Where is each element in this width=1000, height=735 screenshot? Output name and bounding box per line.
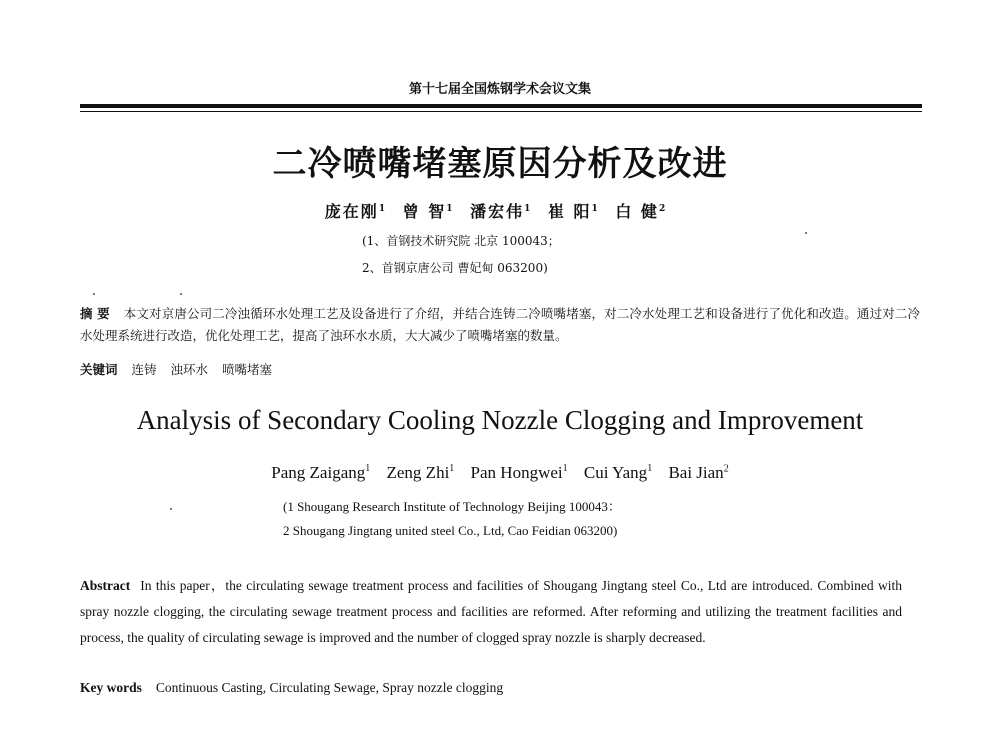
author-sup: 1 bbox=[365, 463, 371, 475]
english-affiliation-2: 2 Shougang Jingtang united steel Co., Ltd, Cao Feidian 063200) bbox=[283, 523, 618, 538]
keyword: 喷嘴堵塞 bbox=[222, 362, 273, 377]
chinese-author: 白 健 bbox=[615, 202, 659, 221]
chinese-title: 二冷喷嘴堵塞原因分析及改进 bbox=[272, 144, 728, 184]
chinese-abstract bbox=[80, 303, 920, 347]
english-author: Cui Yang bbox=[583, 463, 648, 482]
english-author: Pang Zaigang bbox=[271, 463, 366, 482]
chinese-author: 庞在刚 bbox=[324, 202, 379, 221]
chinese-author: 曾 智 bbox=[402, 202, 447, 221]
keyword: 浊环水 bbox=[170, 362, 209, 377]
keyword: 连铸 bbox=[131, 362, 157, 377]
english-abstract bbox=[80, 573, 902, 651]
english-keywords bbox=[80, 680, 503, 696]
author-sup: 1 bbox=[378, 203, 386, 214]
running-header: 第十七届全国炼钢学术会议文集 bbox=[408, 82, 591, 97]
author-sup: 1 bbox=[647, 463, 653, 475]
english-author: Pan Hongwei bbox=[470, 463, 563, 482]
chinese-abstract-text: 本文对京唐公司二冷浊循环水处理工艺及设备进行了介绍，并结合连铸二冷喷嘴堵塞，对二冷水处理工艺和设备进行了优化和改造。通过对二冷水处理系统进行改造，优化处理工艺，提高了浊环水水质，大大减少了喷嘴堵塞的数量。 bbox=[80, 306, 920, 343]
english-keywords-label: Key words bbox=[80, 680, 142, 695]
header-rule-thick bbox=[80, 104, 922, 108]
author-sup: 1 bbox=[524, 203, 531, 214]
english-author: Zeng Zhi bbox=[386, 463, 450, 482]
chinese-keywords bbox=[80, 360, 286, 378]
english-author: Bai Jian bbox=[668, 463, 724, 482]
scan-speck bbox=[93, 293, 95, 295]
english-title: Analysis of Secondary Cooling Nozzle Clogging and Improvement bbox=[136, 405, 864, 435]
author-sup: 1 bbox=[591, 203, 598, 214]
author-sup: 2 bbox=[723, 463, 729, 475]
chinese-affiliation-1: (1、首钢技术研究院 北京 100043； bbox=[362, 234, 560, 248]
author-sup: 1 bbox=[449, 463, 455, 475]
scan-speck bbox=[180, 293, 182, 295]
chinese-author: 潘宏伟 bbox=[470, 202, 525, 221]
english-keywords-text: Continuous Casting, Circulating Sewage, Spray nozzle clogging bbox=[155, 680, 504, 695]
author-sup: 1 bbox=[562, 463, 568, 475]
header-rule-thin bbox=[80, 111, 922, 112]
chinese-author: 崔 阳 bbox=[547, 202, 592, 221]
english-abstract-text: In this paper，the circulating sewage treatment process and facilities of Shougang Jingtang steel Co., Ltd are introduced. Combined with spray nozzle clogging, the circulating sewage treatment process and facilities are reformed. After reforming and utilizing the treatment facilities and process, the quality of circulating sewage is improved and the number of clogged spray nozzle is sharply decreased. bbox=[80, 578, 902, 645]
scan-speck bbox=[805, 232, 807, 234]
chinese-affiliation-2: 2、首钢京唐公司 曹妃甸 063200) bbox=[362, 261, 548, 275]
chinese-keywords-label: 关键词 bbox=[80, 362, 118, 377]
author-sup: 2 bbox=[658, 203, 666, 214]
scan-speck bbox=[170, 508, 172, 510]
chinese-authors bbox=[0, 199, 1000, 222]
english-abstract-label: Abstract bbox=[80, 578, 131, 593]
chinese-abstract-label: 摘 要 bbox=[80, 306, 110, 321]
english-authors bbox=[0, 463, 1000, 483]
author-sup: 1 bbox=[446, 203, 453, 214]
english-affiliation-1: (1 Shougang Research Institute of Technology Beijing 100043： bbox=[283, 499, 621, 514]
